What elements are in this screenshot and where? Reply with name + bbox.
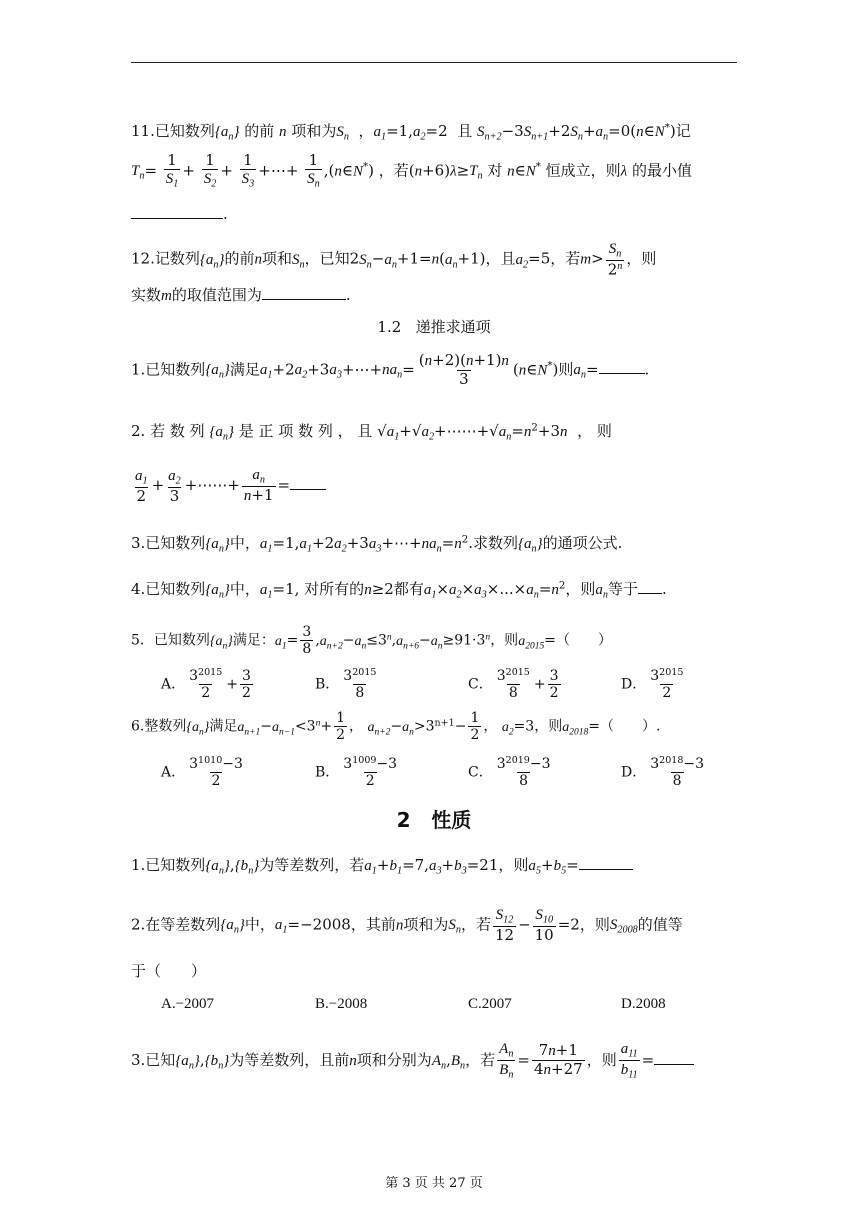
p1: 1.已知数列$\{a_n\},\{b_n\}$为等差数列，若$a_1+b_1=7,a_3+b_3=21$，则$a_5+b_5=$ xyxy=(131,854,633,877)
p2-option-c[interactable]: C.2007 xyxy=(468,996,512,1012)
r6: 6.整数列$\{a_n\}$满足$a_{n+1}-a_{n-1}<3^n+$ $\frac{1}{2}$ ， $a_{n+2}-a_n>3^{n+1}-$ $\frac{1}{2}$ ， $a_2=3$，则$a_{2018}=$（ ）. xyxy=(131,710,661,744)
p2-line2: 于（ ） xyxy=(131,962,207,980)
r1: 1.已知数列$\{a_n\}$满足$a_1+2a_2+3a_3+\cdots+na_n=$ $\frac{(n+2)(n+1)n}{3}$ (n∈N*)则$a_n=$ . xyxy=(131,351,650,389)
r4: 4.已知数列$\{a_n\}$中，$a_1=1$, 对所有的n≥2都有$a_1\times a_2\times a_3\times...\times a_n=n^2$，则$a_n$等于 . xyxy=(131,580,667,601)
section-1-2-heading: 1.2 递推求通项 xyxy=(377,318,491,336)
p2: 2.在等差数列$\{a_n\}$中，$a_1=-2008$，其前n项和为$S_n$，若 $\frac{S_{12}}{12}$ − $\frac{S_{10}}{10}$ =2，则$S_{2008}$的值等 xyxy=(131,907,683,945)
header-rule xyxy=(131,62,737,63)
p2-option-b[interactable]: B.−2008 xyxy=(315,996,368,1012)
r5-option-c[interactable]: C． $\frac{3^{2015}}{8}$ + $\frac{3}{2}$ xyxy=(468,667,559,702)
r5-option-d[interactable]: D． $\frac{3^{2015}}{2}$ xyxy=(621,667,684,702)
r6-option-d[interactable]: D． $\frac{3^{2018}-3}{8}$ xyxy=(621,755,705,790)
p2-option-d[interactable]: D.2008 xyxy=(621,996,666,1012)
q12-line2: 实数m的取值范围为 . xyxy=(131,286,351,304)
p3: 3.已知$\{a_n\},\{b_n\}$为等差数列，且前n项和分别为$A_n,B_n$，若 $\frac{A_n}{B_n}$ = $\frac{7n+1}{4n+27}$ ，则 $\frac{a_{11}}{b_{11}}$ = xyxy=(131,1040,694,1082)
r5-option-b[interactable]: B． $\frac{3^{2015}}{8}$ xyxy=(315,667,377,702)
r2: 2. 若 数 列 $\{a_n\}$ 是 正 项 数 列 ， 且 $√a_1+√a_2+\cdots\cdots+√a_n=n^2+3n$ ， 则 xyxy=(131,422,612,443)
r3: 3.已知数列$\{a_n\}$中，$a_1=1,a_1+2a_2+3a_3+\cdots+na_n=n^2$.求数列$\{a_n\}$的通项公式. xyxy=(131,534,623,555)
page-footer: 第 3 页 共 27 页 xyxy=(385,1176,483,1191)
p2-option-a[interactable]: A.−2007 xyxy=(161,996,215,1012)
q11-blank: . xyxy=(131,204,228,223)
q12-line1: 12.记数列$\{a_n\}$的前n项和$S_n$，已知$2S_n-a_n+1=n(a_n+1)$，且$a_2=5$，若m> $\frac{S_n}{2^n}$ ，则 xyxy=(131,241,657,279)
r2-line2: $\frac{a_1}{2}$ + $\frac{a_2}{3}$ +⋯⋯+ $\frac{a_n}{n+1}$ = xyxy=(131,466,326,506)
r5-option-a[interactable]: A． $\frac{3^{2015}}{2}$ + $\frac{3}{2}$ xyxy=(161,667,251,702)
r6-option-b[interactable]: B． $\frac{3^{1009}-3}{2}$ xyxy=(315,755,398,790)
r5: 5．已知数列$\{a_n\}$满足：$a_1=$ $\frac{3}{8}$ $,a_{n+2}-a_n\le 3^n,a_{n+6}-a_n\ge 91\cdot 3^n$，则$a_{2015}=$（ ） xyxy=(131,624,612,658)
q11-line1: 11.已知数列$\{a_n\}$ 的前 n 项和为$S_n$ ，$a_1=1,a_2=2$ 且 $S_{n+2}-3S_{n+1}+2S_n+a_n=0(n\in N^*)$记 xyxy=(131,122,691,143)
r6-option-c[interactable]: C． $\frac{3^{2019}-3}{8}$ xyxy=(468,755,551,790)
r6-option-a[interactable]: A． $\frac{3^{1010}-3}{2}$ xyxy=(161,755,243,790)
section-2-heading: 2 性质 xyxy=(396,808,472,832)
q11-line2: $T_n=$ $\frac{1}{S_1}$ + $\frac{1}{S_2}$ + $\frac{1}{S_3}$ +⋯+ $\frac{1}{S_n}$ ,(n∈N*) ，若$(n+6)\lambda\ge T_n$ 对 n∈N* 恒成立，则λ 的最小值 xyxy=(131,151,692,190)
